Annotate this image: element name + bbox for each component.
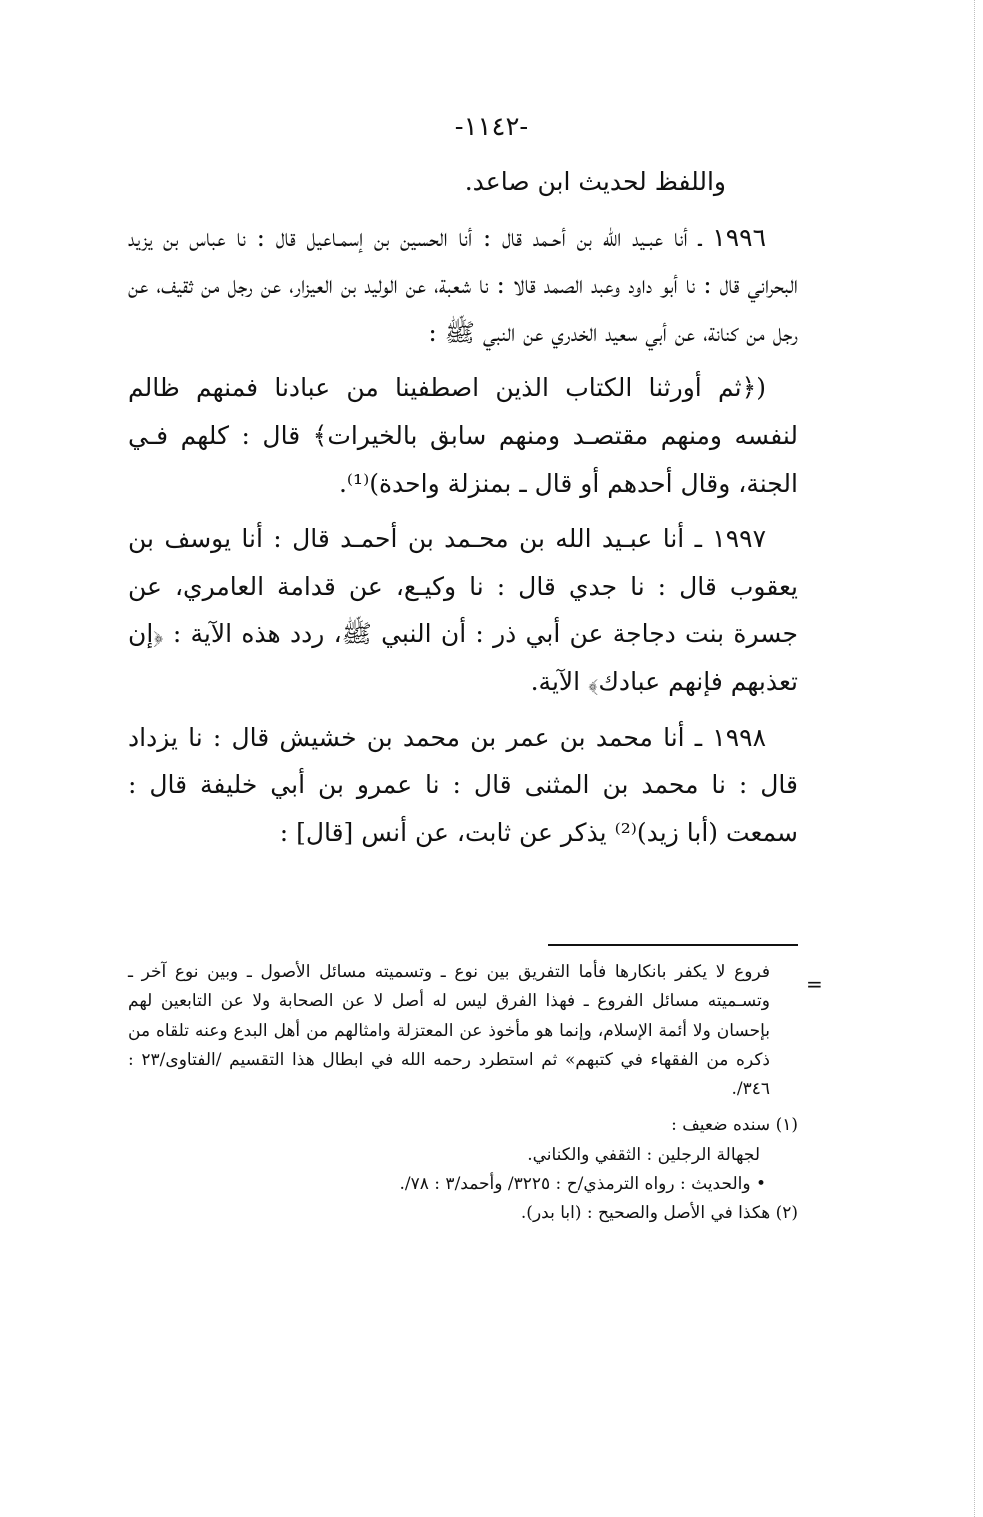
footnote-1-reason: لجهالة الرجلين : الثقفي والكناني. bbox=[527, 1144, 760, 1165]
footnote-continuation: فروع لا يكفر بانكارها فأما التفريق بين نوع ـ وتسميته مسائل الأصول ـ وبين نوع آخر ـ وتسـميته مسائل الفروع ـ فهذا الفرق ليس له أصل لا عن الصحابة ولا عن التابعين لهم بإحسان ولا أئمة الإسلام، وإنما هو مأخوذ عن المعتزلة وامثالهم من أهل البدع وعنه تلقاه من ذكره من الفقهاء في كتبهم» ثم استطرد رحمه الله في ابطال هذا التقسيم /الفتاوى/٢٣ : ٣٤٦/. bbox=[128, 962, 770, 1100]
footnote-1-label: (١) سنده ضعيف : bbox=[671, 1115, 798, 1136]
footnote-1-source: • والحديث : رواه الترمذي/ح : ٣٢٢٥/ وأحمد/٣ : ٧٨/. bbox=[399, 1174, 766, 1195]
opening-line: واللفظ لحديث ابن صاعد. bbox=[464, 167, 726, 196]
footnote-separator bbox=[548, 944, 798, 946]
page-number: -١١٤٢- bbox=[454, 112, 529, 142]
hadith-1998: ١٩٩٨ ـ أنا محمد بن عمر بن محمد بن خشيش قال : نا يزداد قال : نا محمد بن المثنى قال : نا عمرو بن أبي خليفة قال : سمعت (أبا زيد)⁽²⁾ يذكر عن ثابت، عن أنس [قال] : bbox=[128, 722, 798, 847]
scan-edge-dotted-line bbox=[973, 0, 975, 1517]
main-text-body bbox=[128, 158, 798, 864]
footnote-continuation-marker: = bbox=[806, 972, 823, 996]
footnote-2: (٢) هكذا في الأصل والصحيح : (ابا بدر). bbox=[520, 1203, 798, 1224]
footnotes-section bbox=[128, 958, 798, 1229]
hadith-1997: ١٩٩٧ ـ أنا عبـيد الله بن محـمد بن أحمـد قال : أنا يوسف بن يعقوب قال : نا جدي قال : نا وكيـع، عن قدامة العامري، عن جسرة بنت دجاجة عن أبي ذر : أن النبي ﷺ، ردد هذه الآية : ﴿إن تعذبهم فإنهم عبادك﴾ الآية. bbox=[128, 524, 798, 696]
hadith-1996: ١٩٩٦ ـ أنا عبـيد الله بن أحـمد قال : أنا الحسين بن إسمـاعيل قال : نا عباس بن يزيد البحراني قال : نا أبو داود وعبد الصمد قالا : نا شعبة، عن الوليد بن العيزار، عن رجل من ثقيف، عن رجل من كنانة، عن أبي سعيد الخدري عن النبي ﷺ : bbox=[128, 222, 798, 347]
hadith-1996-text: (﴿ثم أورثنا الكتاب الذين اصطفينا من عبادنا فمنهم ظالم لنفسه ومنهم مقتصـد ومنهم سابق بالخيرات﴾ قال : كلهم فـي الجنة، وقال أحدهم أو قال ـ بمنزلة واحدة)⁽¹⁾. bbox=[128, 373, 798, 498]
